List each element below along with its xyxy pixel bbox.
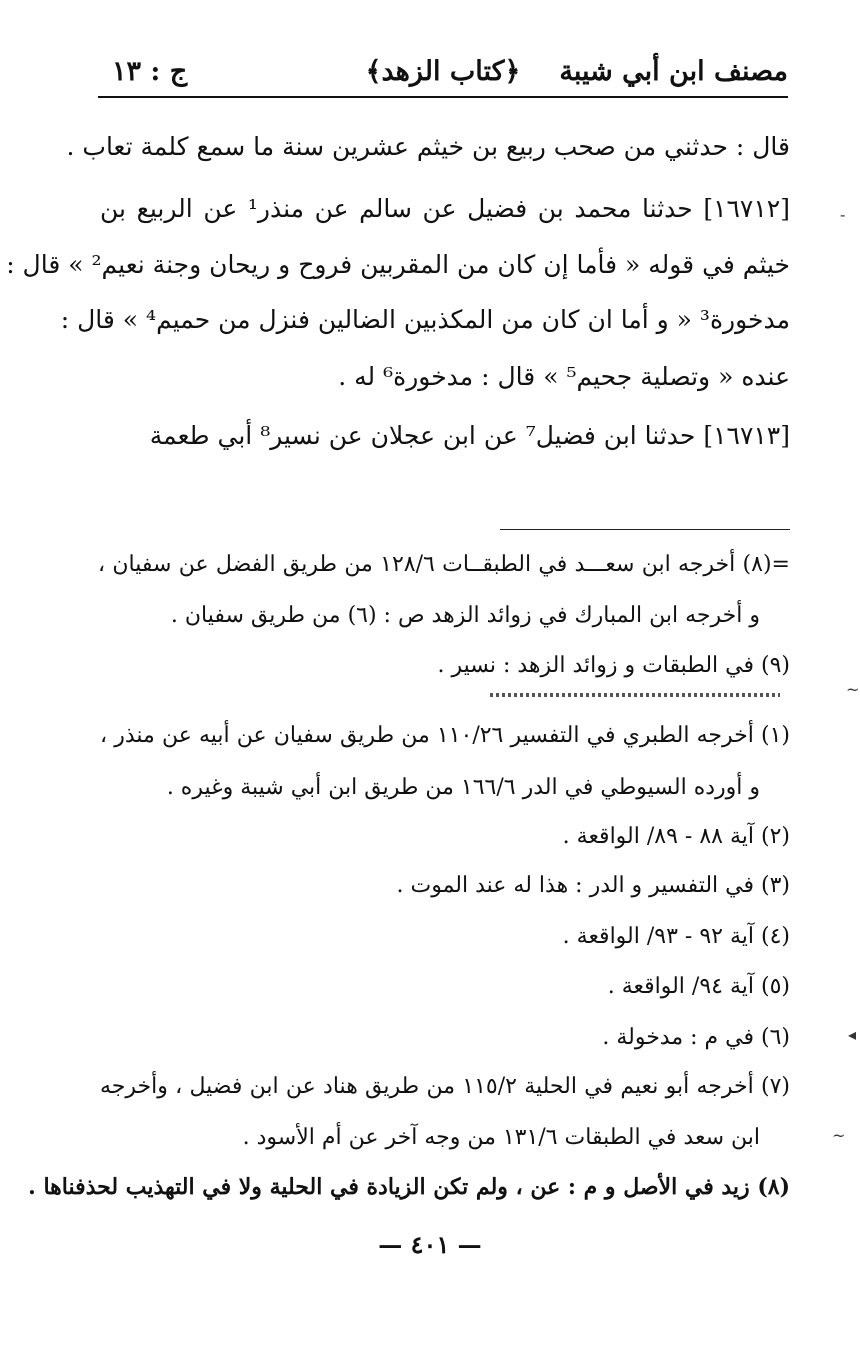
text-line: عنده « وتصلية جحيم⁵ » قال : مدخورة⁶ له . xyxy=(338,362,790,391)
page-number: — ٤٠١ — xyxy=(378,1230,482,1259)
scan-speck: ~ xyxy=(846,680,860,699)
text-line: [١٦٧١٢] حدثنا محمد بن فضيل عن سالم عن منذر¹ عن الربيع بن xyxy=(100,194,790,223)
text-line: [١٦٧١٣] حدثنا ابن فضيل⁷ عن ابن عجلان عن نسير⁸ أبي طعمة xyxy=(149,421,790,450)
footnote-separator xyxy=(500,529,790,530)
scan-speck: - xyxy=(840,205,846,224)
text-line: مدخورة³ « و أما ان كان من المكذبين الضالين فنزل من حميم⁴ » قال : xyxy=(60,305,790,334)
footnote-line: (٨) زيد في الأصل و م : عن ، ولم تكن الزيادة في الحلية ولا في التهذيب لحذفناها . xyxy=(28,1174,790,1200)
text-line: قال : حدثني من صحب ربيع بن خيثم عشرين سنة ما سمع كلمة تعاب . xyxy=(66,132,790,161)
footnote-line: (٥) آية ٩٤/ الواقعة . xyxy=(607,974,790,999)
page-header xyxy=(98,50,788,98)
text-line: خيثم في قوله « فأما إن كان من المقربين فروح و ريحان وجنة نعيم² » قال : xyxy=(6,250,790,279)
footnote-line: (٣) في التفسير و الدر : هذا له عند الموت . xyxy=(396,873,790,898)
footnote-line: (٦) في م : مدخولة . xyxy=(602,1025,790,1050)
scan-speck: ◂ xyxy=(848,1025,857,1044)
scan-speck: ~ xyxy=(832,1126,846,1145)
chapter-title: ﴿كتاب الزهد﴾ xyxy=(365,56,521,87)
footnote-line: (٤) آية ٩٢ - ٩٣/ الواقعة . xyxy=(562,924,790,949)
footnote-line: و أورده السيوطي في الدر ١٦٦/٦ من طريق ابن أبي شيبة وغيره . xyxy=(166,775,760,800)
footnote-line: (٢) آية ٨٨ - ٨٩/ الواقعة . xyxy=(562,824,790,849)
book-title: مصنف ابن أبي شيبة xyxy=(559,56,788,87)
footnote-line: (٩) في الطبقات و زوائد الزهد : نسير . xyxy=(437,653,790,678)
footnote-line: و أخرجه ابن المبارك في زوائد الزهد ص : (٦) من طريق سفيان . xyxy=(170,603,760,628)
footnote-line: (١) أخرجه الطبري في التفسير ١١٠/٢٦ من طريق سفيان عن أبيه عن منذر ، xyxy=(100,723,790,748)
volume-number: ج : ١٣ xyxy=(112,56,188,87)
footnote-line: ابن سعد في الطبقات ١٣١/٦ من وجه آخر عن أم الأسود . xyxy=(242,1125,760,1150)
footnote-line: (٧) أخرجه أبو نعيم في الحلية ١١٥/٢ من طريق هناد عن ابن فضيل ، وأخرجه xyxy=(100,1074,790,1099)
footnote-line: =(٨) أخرجه ابن سعـــد في الطبقــات ١٢٨/٦ من طريق الفضل عن سفيان ، xyxy=(98,552,790,577)
footnote-separator-wavy xyxy=(490,693,780,697)
